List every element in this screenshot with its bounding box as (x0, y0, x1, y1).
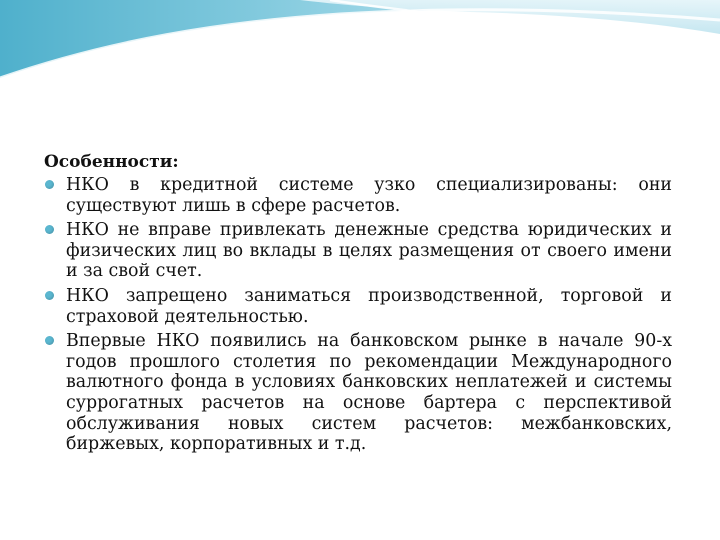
header-wave-decoration (0, 0, 720, 90)
bullet-item (44, 175, 672, 216)
bullet-dot-icon (45, 180, 54, 189)
bullet-text: НКО запрещено заниматься производственной, торговой и страховой деятельностью. (66, 285, 672, 327)
bullet-text: НКО в кредитной системе узко специализированы: они существуют лишь в сфере расчетов. (66, 175, 672, 216)
bullet-dot-icon (45, 336, 54, 345)
bullet-text: Впервые НКО появились на банковском рынке в начале 90-х годов прошлого столетия по рекомендации Международного валютного фонда в условиях банковских неплатежей и системы суррогатных расчетов на основе бартера с перспективой обслуживания новых систем расчетов: межбанковских, биржевых, корпоративных и т.д. (66, 331, 672, 455)
bullet-item (44, 220, 672, 282)
bullet-list (44, 175, 672, 455)
bullet-dot-icon (45, 225, 54, 234)
slide-heading: Особенности: (44, 152, 179, 172)
bullet-item (44, 286, 672, 327)
bullet-text: НКО не вправе привлекать денежные средства юридических и физических лиц во вклады в целях размещения от своего имени и за свой счет. (66, 220, 672, 282)
slide-content (44, 150, 672, 459)
bullet-item (44, 331, 672, 455)
bullet-dot-icon (45, 291, 54, 300)
